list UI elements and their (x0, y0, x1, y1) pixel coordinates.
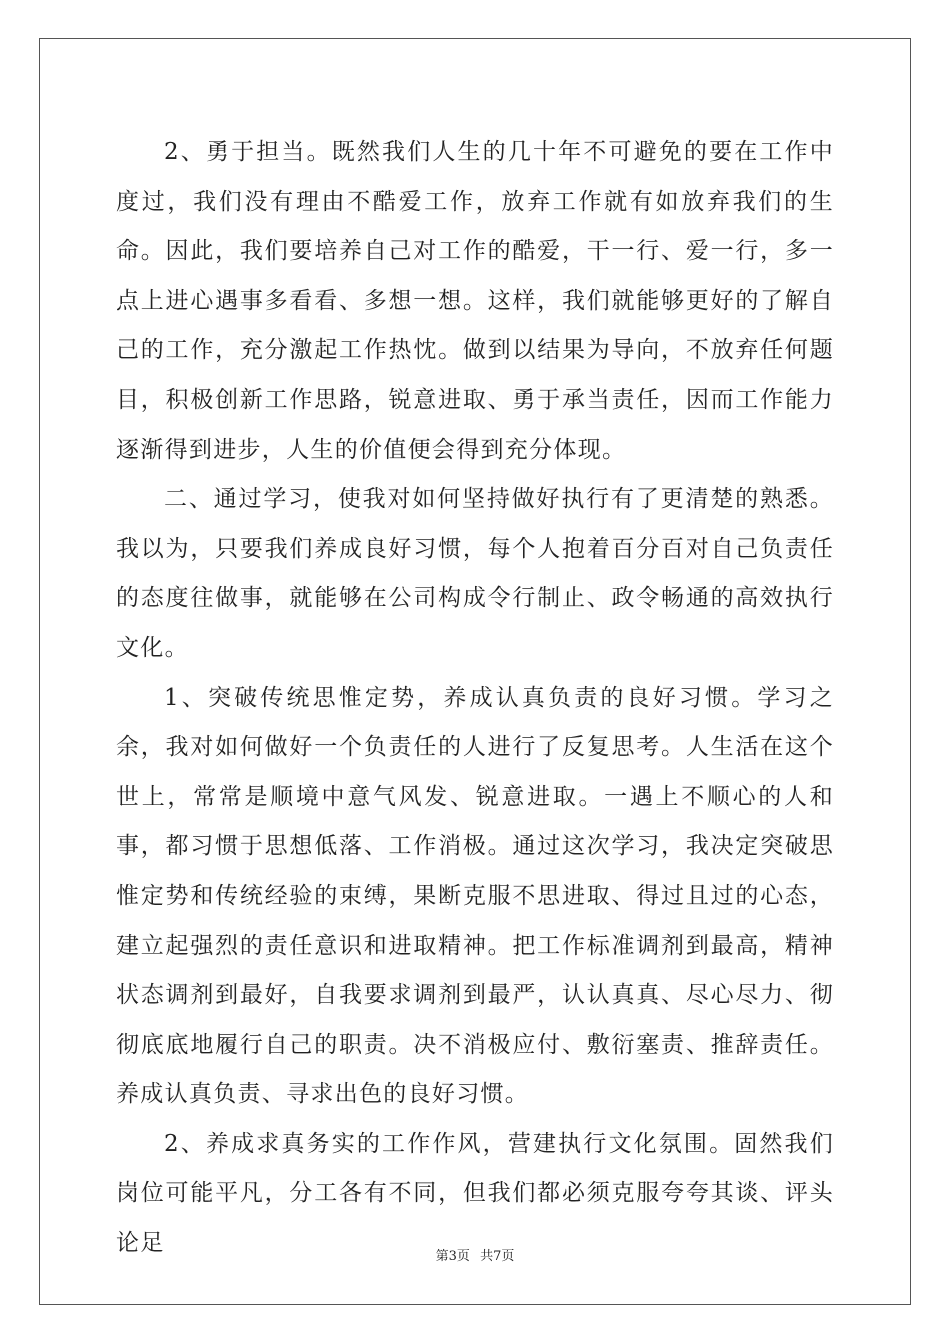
document-body (116, 128, 834, 1269)
page-number: 第3页 (435, 1249, 470, 1264)
paragraph-1: 2、勇于担当。既然我们人生的几十年不可避免的要在工作中度过，我们没有理由不酷爱工作，放弃工作就有如放弃我们的生命。因此，我们要培养自己对工作的酷爱，干一行、爱一行，多一点上进心遇事多看看、多想一想。这样，我们就能够更好的了解自己的工作，充分激起工作热忱。做到以结果为导向，不放弃任何题目，积极创新工作思路，锐意进取、勇于承当责任，因而工作能力逐渐得到进步，人生的价值便会得到充分体现。 (116, 139, 834, 463)
page-total: 共7页 (480, 1249, 515, 1264)
paragraph-2: 二、通过学习，使我对如何坚持做好执行有了更清楚的熟悉。我以为，只要我们养成良好习惯，每个人抱着百分百对自己负责任的态度往做事，就能够在公司构成令行制止、政令畅通的高效执行文化。 (116, 486, 834, 661)
page-footer (0, 1245, 950, 1264)
paragraph-4: 2、养成求真务实的工作作风，营建执行文化氛围。固然我们岗位可能平凡，分工各有不同，但我们都必须克服夸夸其谈、评头论足 (116, 1130, 834, 1257)
paragraph-3: 1、突破传统思惟定势，养成认真负责的良好习惯。学习之余，我对如何做好一个负责任的人进行了反复思考。人生活在这个世上，常常是顺境中意气风发、锐意进取。一遇上不顺心的人和事，都习惯于思想低落、工作消极。通过这次学习，我决定突破思惟定势和传统经验的束缚，果断克服不思进取、得过且过的心态，建立起强烈的责任意识和进取精神。把工作标准调剂到最高，精神状态调剂到最好，自我要求调剂到最严，认认真真、尽心尽力、彻彻底底地履行自己的职责。决不消极应付、敷衍塞责、推辞责任。养成认真负责、寻求出色的良好习惯。 (116, 684, 834, 1108)
